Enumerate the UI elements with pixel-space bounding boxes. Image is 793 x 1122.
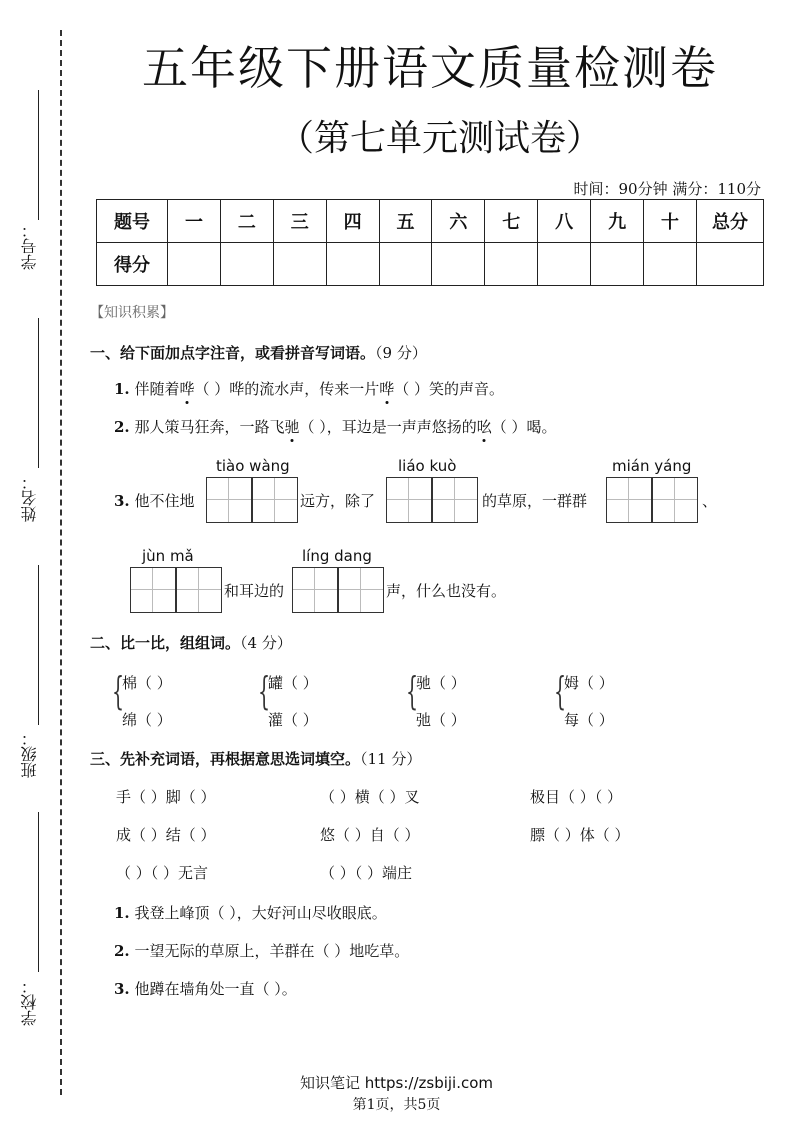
q3-points: （11 分） [360, 750, 422, 768]
q1-item1-text-c: （ ）哗的流水声，传来一片 [194, 380, 380, 398]
dotted-char: 吆 [476, 418, 492, 436]
q1-points: （9 分） [375, 344, 427, 362]
dotted-char: 哗 [379, 380, 395, 398]
q3-sentence-2 [114, 940, 409, 961]
name-line [38, 318, 39, 468]
page-title: 五年级下册语文质量检测卷 [142, 41, 718, 95]
score-cell[interactable] [379, 243, 432, 286]
pinyin-liaokuo: liáo kuò [398, 457, 457, 475]
header-cell: 七 [485, 200, 538, 243]
q1-item3-text-c: 的草原，一群群 [482, 492, 588, 510]
q1-item2-num: 2. [114, 418, 130, 436]
pinyin-mianyang: mián yáng [612, 457, 692, 475]
writing-box[interactable] [252, 477, 298, 523]
header-cell: 题号 [97, 200, 168, 243]
q2-word: 灌（ ） [268, 711, 318, 729]
q2-points: （4 分） [240, 634, 292, 652]
q1-item3-text-a: 他不住地 [134, 492, 195, 510]
dotted-char: 驰 [284, 418, 300, 436]
q3-sentence-text: 一望无际的草原上，羊群在（ ）地吃草。 [134, 942, 410, 960]
header-cell: 三 [273, 200, 326, 243]
page-subtitle: （第七单元测试卷） [277, 118, 602, 159]
q2-word: 每（ ） [564, 711, 614, 729]
q2-heading-text: 二、比一比，组组词。 [90, 634, 241, 652]
score-cell[interactable] [326, 243, 379, 286]
pinyin-junma: jùn mǎ [142, 547, 194, 565]
brace-icon: { [554, 669, 567, 713]
q1-item3-text-b: 远方，除了 [300, 492, 376, 510]
score-cell[interactable] [644, 243, 697, 286]
writing-box[interactable] [176, 567, 222, 613]
footer-page-number: 第1页，共5页 [352, 1097, 441, 1113]
score-cell[interactable] [697, 243, 764, 286]
footer-site: 知识笔记 https://zsbiji.com [299, 1074, 494, 1092]
q1-item1-text-e: （ ）笑的声音。 [394, 380, 505, 398]
student-id-line [38, 90, 39, 220]
brace-icon: { [406, 669, 419, 713]
q1-heading-text: 一、给下面加点字注音，或看拼音写词语。 [90, 344, 376, 362]
q1-item3-num: 3. [114, 492, 130, 510]
header-cell: 四 [326, 200, 379, 243]
score-row-label: 得分 [97, 243, 168, 286]
class-line [38, 565, 39, 725]
name-label: 姓名： [20, 474, 39, 522]
score-cell[interactable] [432, 243, 485, 286]
writing-box[interactable] [432, 477, 478, 523]
writing-box[interactable] [606, 477, 652, 523]
q1-item2-text-c: （ ），耳边是一声声悠扬的 [299, 418, 477, 436]
dotted-char: 哗 [179, 380, 195, 398]
q3-sentence-text: 他蹲在墙角处一直（ ）。 [134, 980, 297, 998]
writing-box[interactable] [338, 567, 384, 613]
section-tag: 【知识积累】 [90, 305, 174, 321]
score-cell[interactable] [485, 243, 538, 286]
score-cell[interactable] [220, 243, 273, 286]
q3-idiom: 悠（ ）自（ ） [320, 826, 420, 844]
header-cell: 八 [538, 200, 591, 243]
q3-idiom: 成（ ）结（ ） [116, 826, 216, 844]
q2-word: 弛（ ） [416, 711, 466, 729]
q3-idiom: （ ）（ ）端庄 [320, 864, 413, 882]
q1-item1-num: 1. [114, 380, 130, 398]
q3-idiom: 手（ ）脚（ ） [116, 788, 216, 806]
school-line [38, 812, 39, 972]
q1-heading [90, 342, 427, 363]
time-info: 时间：90分钟 满分：110分 [573, 180, 761, 198]
q1-item2-text-e: （ ）喝。 [491, 418, 557, 436]
q1-item3-text-f: 声，什么也没有。 [386, 582, 507, 600]
writing-box[interactable] [292, 567, 338, 613]
q3-sentence-num: 3. [114, 980, 130, 998]
header-cell: 十 [644, 200, 697, 243]
q3-sentence-num: 1. [114, 904, 130, 922]
school-label: 学校： [20, 978, 39, 1026]
q1-item3-text-d: 、 [702, 492, 718, 510]
q3-sentence-text: 我登上峰顶（ ），大好河山尽收眼底。 [134, 904, 387, 922]
score-table [96, 199, 764, 286]
q1-item1-text-a: 伴随着 [134, 380, 180, 398]
student-id-label: 学号： [20, 222, 39, 270]
q3-heading [90, 748, 421, 769]
q2-word: 驰（ ） [416, 674, 466, 692]
writing-box[interactable] [130, 567, 176, 613]
score-cell[interactable] [591, 243, 644, 286]
q1-item1 [114, 378, 504, 399]
writing-box[interactable] [206, 477, 252, 523]
brace-icon: { [112, 669, 125, 713]
header-cell: 一 [168, 200, 221, 243]
q3-idiom: （ ）横（ ）叉 [320, 788, 420, 806]
q3-heading-text: 三、先补充词语，再根据意思选词填空。 [90, 750, 361, 768]
q2-heading [90, 632, 292, 653]
q2-word: 棉（ ） [122, 674, 172, 692]
q3-idiom: （ ）（ ）无言 [116, 864, 209, 882]
score-cell[interactable] [168, 243, 221, 286]
q2-word: 绵（ ） [122, 711, 172, 729]
class-label: 班级： [20, 730, 39, 778]
score-cell[interactable] [538, 243, 591, 286]
header-cell: 二 [220, 200, 273, 243]
q1-item3-text-e: 和耳边的 [224, 582, 285, 600]
q3-sentence-1 [114, 902, 387, 923]
writing-box[interactable] [652, 477, 698, 523]
score-table-header-row [97, 200, 764, 243]
q2-word: 罐（ ） [268, 674, 318, 692]
q3-sentence-3 [114, 978, 297, 999]
score-table-score-row [97, 243, 764, 286]
q1-item2-text-a: 那人策马狂奔，一路飞 [134, 418, 285, 436]
q3-idiom: 膘（ ）体（ ） [530, 826, 630, 844]
q3-idiom: 极目（ ）（ ） [530, 788, 623, 806]
header-cell: 六 [432, 200, 485, 243]
pinyin-lingdang: líng dang [302, 547, 372, 565]
writing-box[interactable] [386, 477, 432, 523]
header-cell: 九 [591, 200, 644, 243]
q1-item2 [114, 416, 557, 437]
score-cell[interactable] [273, 243, 326, 286]
header-cell: 五 [379, 200, 432, 243]
header-cell: 总分 [697, 200, 764, 243]
q3-sentence-num: 2. [114, 942, 130, 960]
pinyin-tiaowang: tiào wàng [216, 457, 290, 475]
q1-item3-label [114, 490, 194, 511]
q2-word: 姆（ ） [564, 674, 614, 692]
binding-dash-line [60, 30, 62, 1095]
brace-icon: { [258, 669, 271, 713]
